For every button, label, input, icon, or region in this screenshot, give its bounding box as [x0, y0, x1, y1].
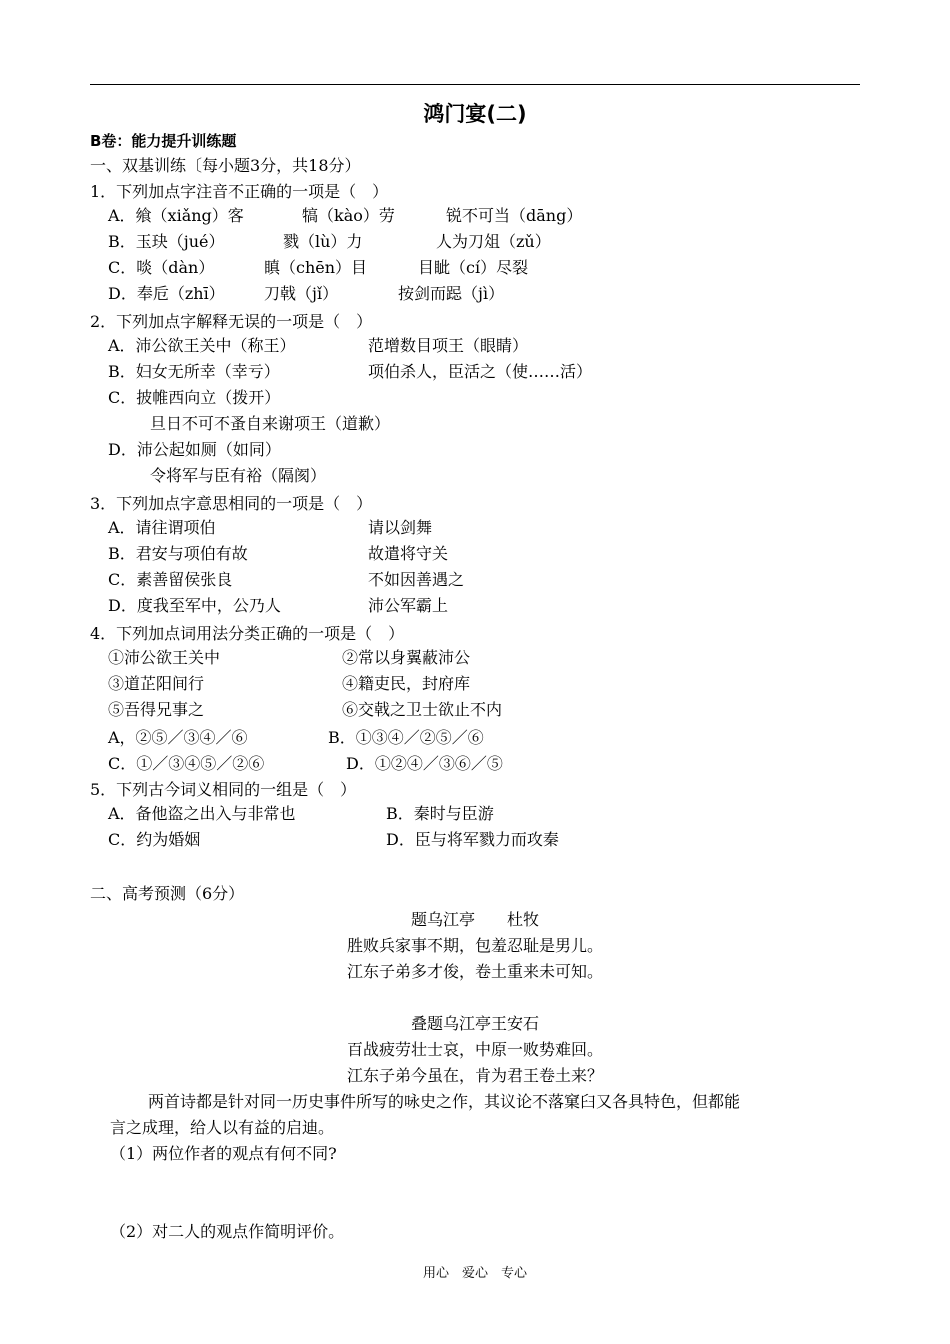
q4-item-3: ③道芷阳间行: [108, 674, 205, 693]
q1-option-d3: 按剑而跽（jì）: [398, 284, 505, 303]
paragraph-line-2: 言之成理，给人以有益的启迪。: [110, 1118, 335, 1137]
q1-stem: 1．下列加点字注音不正确的一项是（ ）: [90, 182, 389, 201]
q1-option-c1: C．啖（dàn）: [108, 258, 215, 277]
q2-option-a2: 范增数目项王（眼睛）: [368, 336, 529, 355]
poem2-title: 叠题乌江亭王安石: [410, 1014, 539, 1033]
q3-option-b2: 故遣将守关: [368, 544, 449, 563]
q4-item-4: ④籍吏民，封府库: [342, 674, 471, 693]
q3-option-a1: A．请往谓项伯: [108, 518, 216, 537]
q1-option-d2: 刀戟（jǐ）: [264, 284, 339, 303]
q3-option-c1: C．素善留侯张良: [108, 570, 233, 589]
header-rule: [90, 84, 860, 85]
q4-option-c: C．①／③④⑤／②⑥: [108, 754, 265, 773]
q2-option-d2: 令将军与臣有裕（隔阂）: [150, 466, 327, 485]
subquestion-1: （1）两位作者的观点有何不同?: [110, 1144, 337, 1163]
q1-option-b1: B．玉玦（jué）: [108, 232, 225, 251]
q5-option-c: C．约为婚姻: [108, 830, 201, 849]
q5-stem: 5．下列古今词义相同的一组是（ ）: [90, 780, 357, 799]
q1-option-a3: 锐不可当（dāng）: [446, 206, 583, 225]
q4-option-d: D．①②④／③⑥／⑤: [346, 754, 503, 773]
q4-stem: 4．下列加点词用法分类正确的一项是（ ）: [90, 624, 405, 643]
q1-option-b2: 戮（lù）力: [283, 232, 363, 251]
section-b-heading: B卷：能力提升训练题: [90, 132, 237, 150]
q1-option-a2: 犒（kào）劳: [302, 206, 395, 225]
q4-option-a: A，②⑤／③④／⑥: [108, 728, 248, 747]
part1-heading: 一、双基训练〔每小题3分，共18分）: [90, 156, 361, 175]
q4-item-5: ⑤吾得兄事之: [108, 700, 205, 719]
q4-item-1: ①沛公欲王关中: [108, 648, 221, 667]
q3-option-b1: B．君安与项伯有故: [108, 544, 248, 563]
q1-option-c3: 目眦（cí）尽裂: [418, 258, 529, 277]
q2-option-c1: C．披帷西向立（拨开）: [108, 388, 281, 407]
q3-stem: 3．下列加点字意思相同的一项是（ ）: [90, 494, 373, 513]
q5-option-b: B．秦时与臣游: [386, 804, 494, 823]
poem1-line-2: 江东子弟多才俊，卷土重来未可知。: [346, 962, 603, 981]
q1-option-d1: D．奉卮（zhī）: [108, 284, 225, 303]
q3-option-d2: 沛公军霸上: [368, 596, 449, 615]
poem2-line-2: 江东子弟今虽在，肯为君王卷土来？: [346, 1066, 603, 1085]
subquestion-2: （2）对二人的观点作简明评价。: [110, 1222, 345, 1241]
q1-option-b3: 人为刀俎（zǔ）: [436, 232, 551, 251]
part2-heading: 二、高考预测（6分）: [90, 884, 245, 903]
q5-option-d: D．臣与将军戮力而攻秦: [386, 830, 559, 849]
q2-option-b2: 项伯杀人，臣活之（使……活）: [368, 362, 593, 381]
q3-option-d1: D．度我至军中，公乃人: [108, 596, 281, 615]
q3-option-c2: 不如因善遇之: [368, 570, 465, 589]
q3-option-a2: 请以剑舞: [368, 518, 433, 537]
paragraph-line-1: 两首诗都是针对同一历史事件所写的咏史之作，其议论不落窠臼又各具特色，但都能: [148, 1092, 741, 1111]
q1-option-c2: 瞋（chēn）目: [264, 258, 368, 277]
poem1-line-1: 胜败兵家事不期，包羞忍耻是男儿。: [346, 936, 603, 955]
q2-option-b1: B．妇女无所幸（幸亏）: [108, 362, 280, 381]
q5-option-a: A．备他盗之出入与非常也: [108, 804, 296, 823]
page-footer: 用心 爱心 专心: [422, 1266, 527, 1281]
q4-option-b: B．①③④／②⑤／⑥: [328, 728, 484, 747]
poem1-title: 题乌江亭 杜牧: [410, 910, 539, 929]
q4-item-6: ⑥交戟之卫士欲止不内: [342, 700, 503, 719]
q4-item-2: ②常以身翼蔽沛公: [342, 648, 471, 667]
q2-stem: 2．下列加点字解释无误的一项是（ ）: [90, 312, 373, 331]
q2-option-c2: 旦日不可不蚤自来谢项王（道歉）: [150, 414, 391, 433]
q1-option-a1: A．飨（xiǎng）客: [108, 206, 244, 225]
poem2-line-1: 百战疲劳壮士哀，中原一败势难回。: [346, 1040, 603, 1059]
q2-option-a1: A．沛公欲王关中（称王）: [108, 336, 296, 355]
q2-option-d1: D．沛公起如厕（如同）: [108, 440, 281, 459]
page-title: 鸿门宴(二): [423, 102, 527, 126]
